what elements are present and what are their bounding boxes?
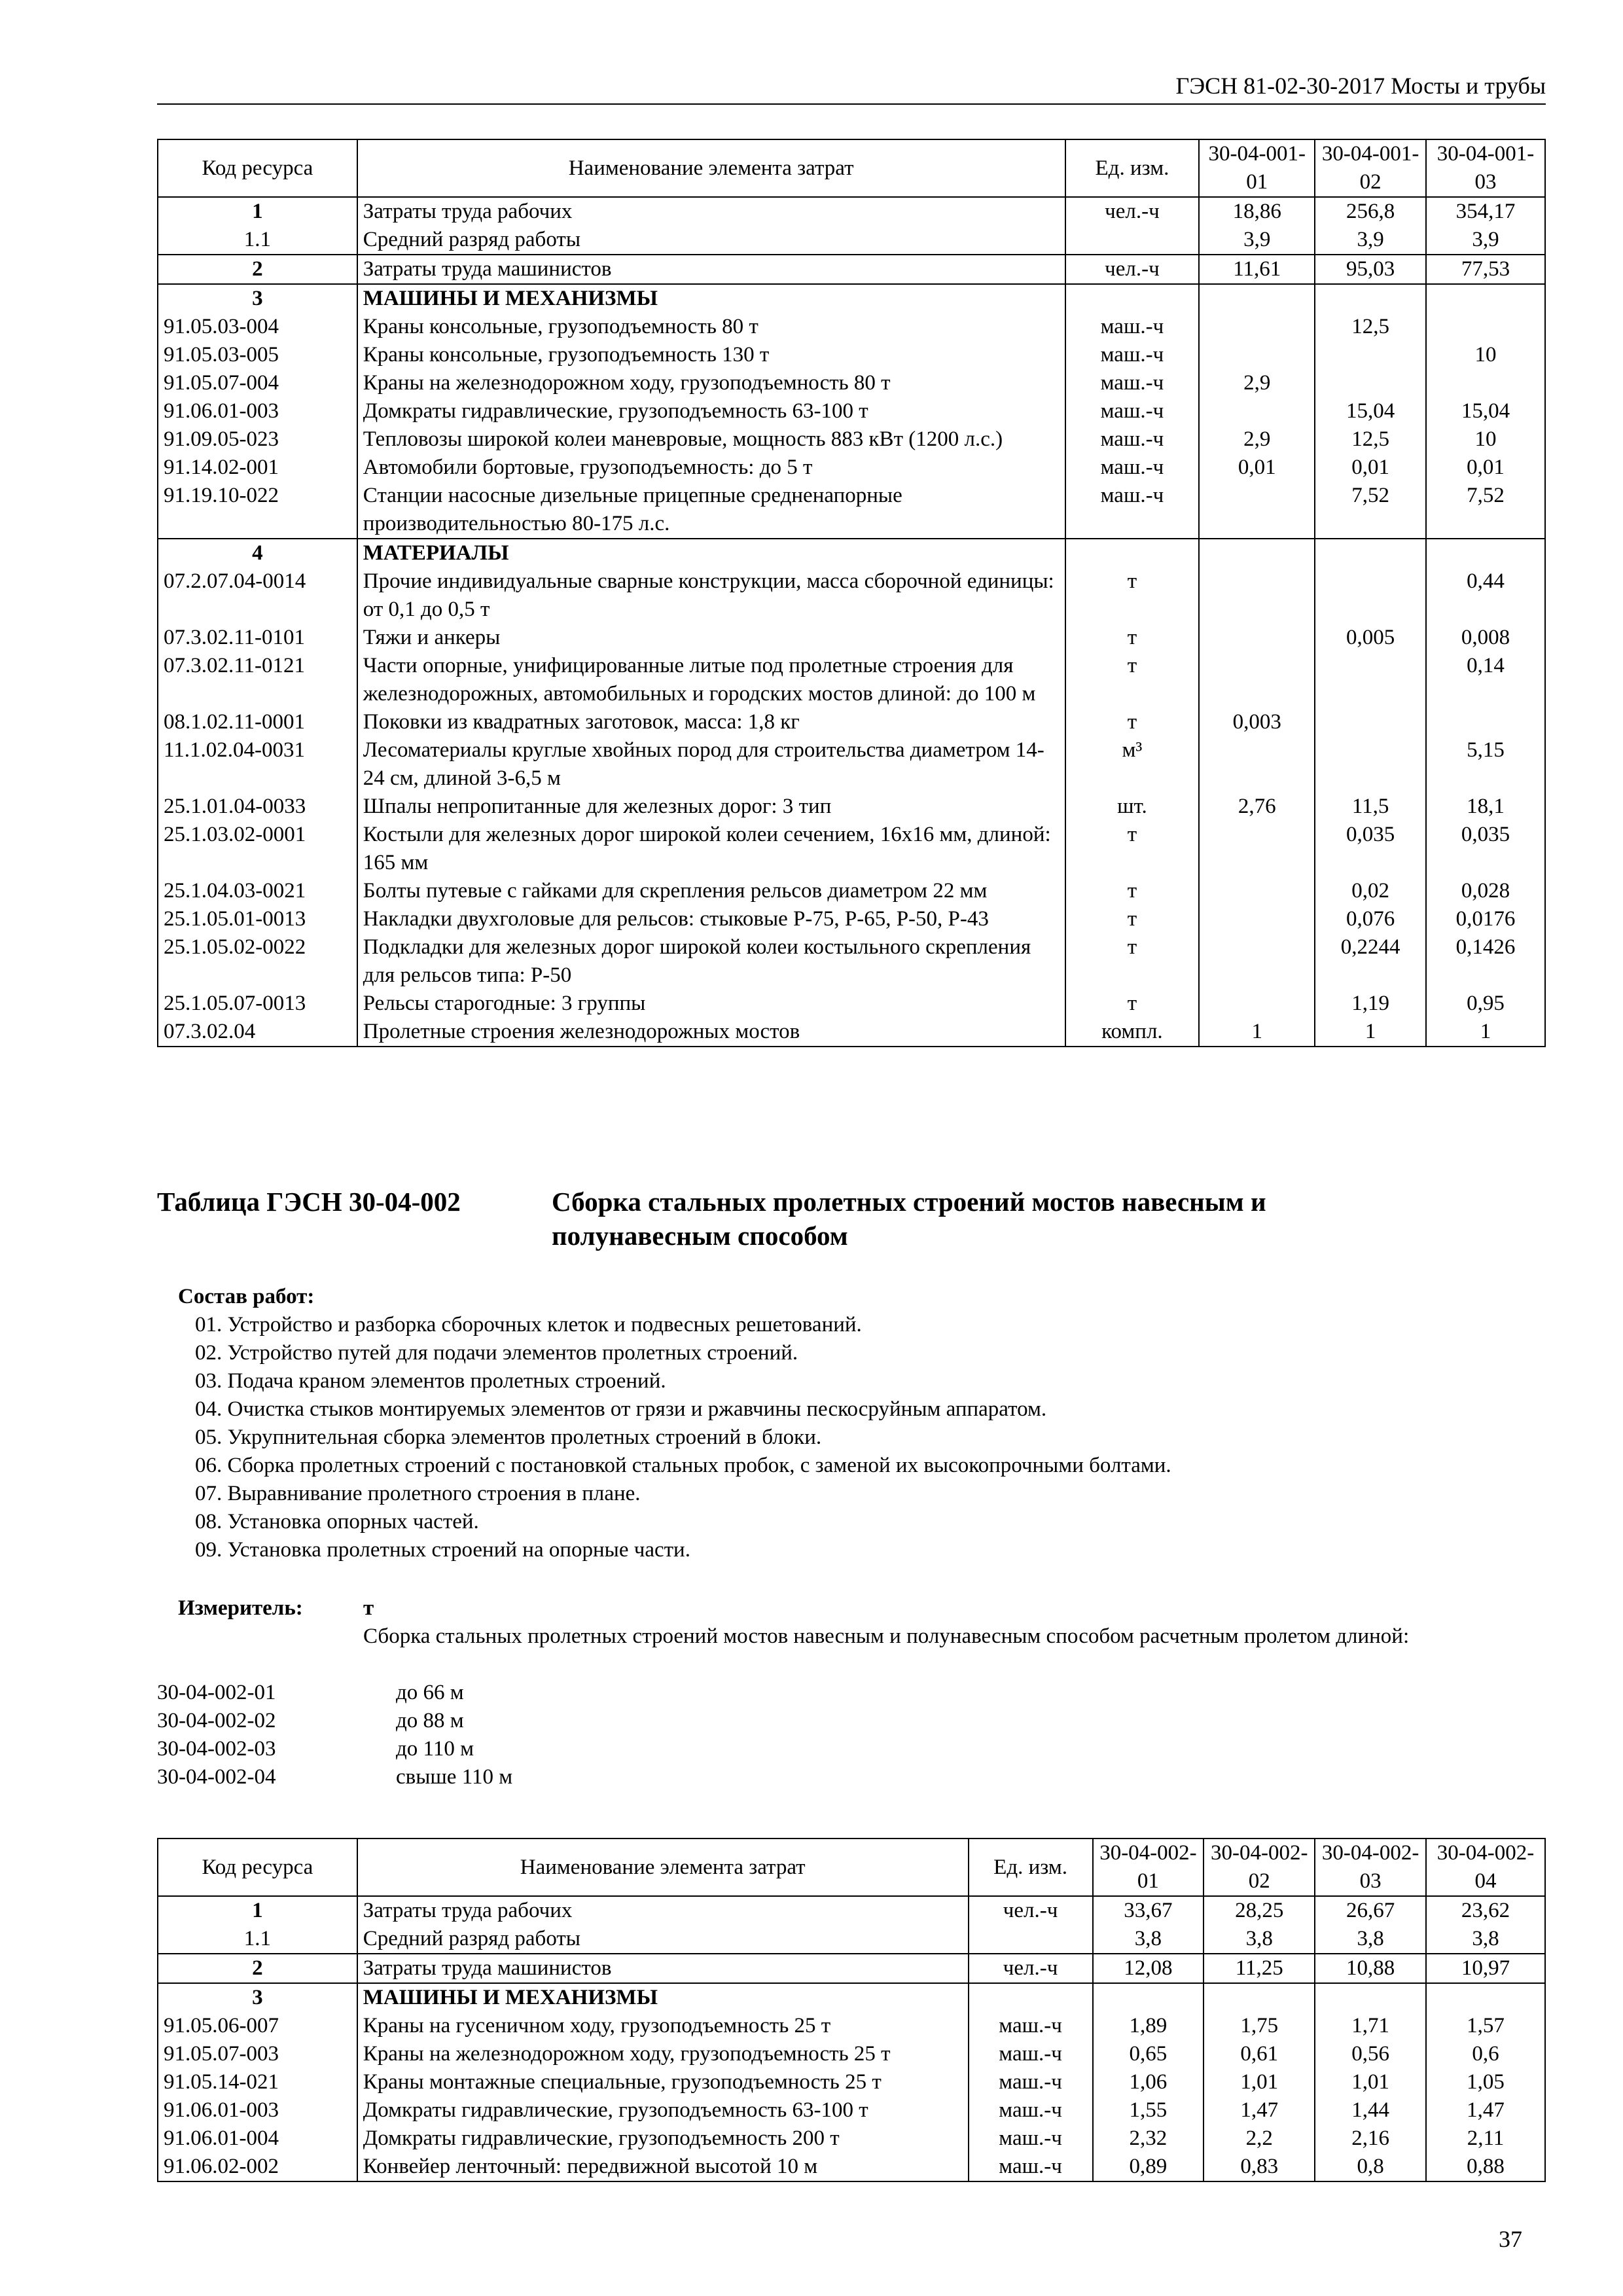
table-cell: Прочие индивидуальные сварные конструкции, масса сборочной единицы: от 0,1 до 0,5 т [357, 567, 1065, 624]
table-row [158, 708, 1545, 736]
table-cell: 2,9 [1199, 425, 1315, 454]
table-row [158, 1018, 1545, 1047]
table-cell: 2 [158, 255, 357, 284]
table-cell: 5,15 [1426, 736, 1545, 793]
table-row [158, 1983, 1545, 2012]
table-cell: 26,67 [1315, 1896, 1426, 1925]
column-header: 30-04-001-03 [1426, 139, 1545, 197]
table-cell [1315, 652, 1426, 708]
table-cell: 91.05.06-007 [158, 2012, 357, 2040]
table-cell: Домкраты гидравлические, грузоподъемность 63-100 т [357, 2096, 969, 2125]
table-cell: 3,8 [1315, 1925, 1426, 1954]
table-cell: Краны на гусеничном ходу, грузоподъемность 25 т [357, 2012, 969, 2040]
table-cell [1426, 313, 1545, 341]
table-cell: 91.09.05-023 [158, 425, 357, 454]
table-cell: Краны консольные, грузоподъемность 80 т [357, 313, 1065, 341]
column-header: 30-04-002-02 [1204, 1839, 1315, 1896]
table-row [158, 652, 1545, 708]
table-cell [1199, 539, 1315, 567]
column-header: Код ресурса [158, 139, 357, 197]
work-item: 08. Установка опорных частей. [195, 1510, 479, 1534]
table-cell: 25.1.05.02-0022 [158, 933, 357, 990]
table-cell: 23,62 [1426, 1896, 1545, 1925]
table-cell: 18,1 [1426, 793, 1545, 821]
table-cell: Тяжи и анкеры [357, 624, 1065, 652]
table-cell: 15,04 [1426, 397, 1545, 425]
table-cell [1199, 341, 1315, 369]
table-row [158, 284, 1545, 313]
table-cell [1199, 821, 1315, 877]
table-cell [1199, 482, 1315, 539]
table-cell: 7,52 [1315, 482, 1426, 539]
table-cell: 15,04 [1315, 397, 1426, 425]
table-cell: Затраты труда рабочих [357, 197, 1065, 226]
table-cell: т [1065, 708, 1200, 736]
table-cell: маш.-ч [969, 2068, 1093, 2096]
norm-code-description: до 110 м [396, 1737, 474, 1761]
table-cell: 3,8 [1204, 1925, 1315, 1954]
table-cell: 1,71 [1315, 2012, 1426, 2040]
table-cell: маш.-ч [1065, 454, 1200, 482]
table-cell: 11,25 [1204, 1954, 1315, 1983]
table-cell [1199, 905, 1315, 933]
table-cell: 12,5 [1315, 313, 1426, 341]
table-cell [1199, 877, 1315, 905]
table-row [158, 624, 1545, 652]
work-item: 02. Устройство путей для подачи элементов пролетных строений. [195, 1341, 798, 1365]
table-cell: Затраты труда машинистов [357, 255, 1065, 284]
table-cell: 0,0176 [1426, 905, 1545, 933]
table-cell: маш.-ч [1065, 397, 1200, 425]
norm-code-description: до 66 м [396, 1681, 464, 1704]
table-cell: 0,028 [1426, 877, 1545, 905]
measure-label: Измеритель: [178, 1596, 303, 1620]
table-cell: 1,57 [1426, 2012, 1545, 2040]
table-cell: 256,8 [1315, 197, 1426, 226]
table-cell: Лесоматериалы круглые хвойных пород для строительства диаметром 14-24 см, длиной 3-6,5 м [357, 736, 1065, 793]
table-row [158, 2012, 1545, 2040]
table-cell: 1 [158, 1896, 357, 1925]
work-composition [178, 1283, 1171, 1564]
table-cell: 0,01 [1426, 454, 1545, 482]
norm-code-description: свыше 110 м [396, 1765, 513, 1789]
table-row [158, 539, 1545, 567]
table-cell: т [1065, 567, 1200, 624]
table-label: Таблица ГЭСН 30-04-002 [157, 1187, 461, 1217]
work-item: 01. Устройство и разборка сборочных клеток и подвесных решетований. [195, 1313, 862, 1336]
table-cell: 12,08 [1093, 1954, 1204, 1983]
table-cell [1199, 652, 1315, 708]
table-cell: 0,65 [1093, 2040, 1204, 2068]
table-cell: 25.1.01.04-0033 [158, 793, 357, 821]
measure-description: Сборка стальных пролетных строений мостов навесным и полунавесным способом расчетным пролетом длиной: [363, 1624, 1410, 1648]
table-row [158, 1925, 1545, 1954]
column-header: 30-04-001-01 [1199, 139, 1315, 197]
table-cell: 0,01 [1315, 454, 1426, 482]
table-cell: т [1065, 990, 1200, 1018]
table-cell: Затраты труда рабочих [357, 1896, 969, 1925]
resource-table-30-04-002 [157, 1838, 1546, 2182]
table-cell: 10,88 [1315, 1954, 1426, 1983]
table-cell: 4 [158, 539, 357, 567]
table-cell: маш.-ч [1065, 425, 1200, 454]
table-cell: 0,076 [1315, 905, 1426, 933]
table-row [158, 2068, 1545, 2096]
table-row [158, 1896, 1545, 1925]
table-cell: Домкраты гидравлические, грузоподъемность 200 т [357, 2125, 969, 2153]
table-cell: 1,55 [1093, 2096, 1204, 2125]
table-cell [1315, 539, 1426, 567]
table-cell [1093, 1983, 1204, 2012]
table-cell: чел.-ч [969, 1896, 1093, 1925]
table-row [158, 425, 1545, 454]
table-cell [1426, 369, 1545, 397]
table-cell: т [1065, 877, 1200, 905]
table-row [158, 255, 1545, 284]
table-cell [1426, 708, 1545, 736]
work-item: 03. Подача краном элементов пролетных строений. [195, 1369, 666, 1393]
running-header: ГЭСН 81-02-30-2017 Мосты и трубы [157, 72, 1546, 105]
table-row [158, 341, 1545, 369]
norm-code: 30-04-002-03 [157, 1737, 276, 1761]
table-cell: Средний разряд работы [357, 1925, 969, 1954]
column-header: Наименование элемента затрат [357, 139, 1065, 197]
table-row [158, 933, 1545, 990]
table-cell [1199, 990, 1315, 1018]
table-cell: 0,005 [1315, 624, 1426, 652]
table-cell: 28,25 [1204, 1896, 1315, 1925]
table-cell [1315, 708, 1426, 736]
table-cell: 1,19 [1315, 990, 1426, 1018]
table-row [158, 2125, 1545, 2153]
norm-code: 30-04-002-01 [157, 1681, 276, 1704]
column-header: 30-04-001-02 [1315, 139, 1426, 197]
table-cell: маш.-ч [969, 2125, 1093, 2153]
table-cell: маш.-ч [1065, 482, 1200, 539]
table-row [158, 397, 1545, 425]
table-cell: 77,53 [1426, 255, 1545, 284]
table-cell: Средний разряд работы [357, 226, 1065, 255]
table-cell: 1,01 [1204, 2068, 1315, 2096]
table-cell: 10,97 [1426, 1954, 1545, 1983]
table-row [158, 197, 1545, 226]
table-cell [1199, 736, 1315, 793]
table-row [158, 454, 1545, 482]
table-cell [1199, 567, 1315, 624]
table-cell: маш.-ч [969, 2153, 1093, 2181]
work-item: 06. Сборка пролетных строений с постановкой стальных пробок, с заменой их высокопрочными болтами. [195, 1454, 1171, 1477]
table-cell [1199, 397, 1315, 425]
page-number: 37 [1499, 2226, 1522, 2252]
table-row [158, 877, 1545, 905]
table-cell: 33,67 [1093, 1896, 1204, 1925]
table-row [158, 567, 1545, 624]
table-row [158, 369, 1545, 397]
table-cell: 3,8 [1093, 1925, 1204, 1954]
table-cell: 08.1.02.11-0001 [158, 708, 357, 736]
table-cell: МАТЕРИАЛЫ [357, 539, 1065, 567]
table-cell: 25.1.04.03-0021 [158, 877, 357, 905]
column-header: 30-04-002-04 [1426, 1839, 1545, 1896]
table-cell: 91.14.02-001 [158, 454, 357, 482]
table-cell: 1,47 [1426, 2096, 1545, 2125]
table-cell: 07.3.02.11-0121 [158, 652, 357, 708]
table-cell [1315, 369, 1426, 397]
table-row [158, 482, 1545, 539]
table-cell: 91.06.01-003 [158, 2096, 357, 2125]
table-row [158, 226, 1545, 255]
table-cell: 07.2.07.04-0014 [158, 567, 357, 624]
table-cell: 1,01 [1315, 2068, 1426, 2096]
table-cell: 11,5 [1315, 793, 1426, 821]
table-cell: 91.05.07-004 [158, 369, 357, 397]
table-cell: 95,03 [1315, 255, 1426, 284]
table-cell: 0,035 [1315, 821, 1426, 877]
table-cell: 0,008 [1426, 624, 1545, 652]
table-cell [1065, 284, 1200, 313]
table-cell: 3 [158, 284, 357, 313]
table-cell: Части опорные, унифицированные литые под пролетные строения для железнодорожных, автомобильных и городских мостов длиной: до 100 м [357, 652, 1065, 708]
table-cell: 2,2 [1204, 2125, 1315, 2153]
table-cell: Болты путевые с гайками для скрепления рельсов диаметром 22 мм [357, 877, 1065, 905]
table-cell [1204, 1983, 1315, 2012]
column-header: Код ресурса [158, 1839, 357, 1896]
table-cell: 3,9 [1315, 226, 1426, 255]
column-header: Ед. изм. [1065, 139, 1200, 197]
table-cell [1426, 1983, 1545, 2012]
table-cell: компл. [1065, 1018, 1200, 1047]
table-cell: Краны на железнодорожном ходу, грузоподъемность 80 т [357, 369, 1065, 397]
table-cell: Шпалы непропитанные для железных дорог: 3 тип [357, 793, 1065, 821]
table-cell: Краны монтажные специальные, грузоподъемность 25 т [357, 2068, 969, 2096]
table-cell: чел.-ч [969, 1954, 1093, 1983]
table-cell [1065, 226, 1200, 255]
table-cell [1315, 1983, 1426, 2012]
norm-code: 30-04-002-04 [157, 1765, 276, 1789]
table-cell [969, 1925, 1093, 1954]
table-cell: 0,035 [1426, 821, 1545, 877]
table-cell: 2,32 [1093, 2125, 1204, 2153]
table-cell: 10 [1426, 341, 1545, 369]
table-cell: маш.-ч [1065, 369, 1200, 397]
table-name: Сборка стальных пролетных строений мостов навесным и полунавесным способом [552, 1187, 1266, 1251]
table-cell [1426, 539, 1545, 567]
table-cell: 91.06.01-004 [158, 2125, 357, 2153]
table-cell: т [1065, 652, 1200, 708]
table-cell: 91.06.01-003 [158, 397, 357, 425]
table-cell: Затраты труда машинистов [357, 1954, 969, 1983]
column-header: Наименование элемента затрат [357, 1839, 969, 1896]
resource-table-30-04-001 [157, 139, 1546, 1047]
table-row [158, 2040, 1545, 2068]
table-cell: 2,16 [1315, 2125, 1426, 2153]
table-row [158, 736, 1545, 793]
table-cell: 07.3.02.04 [158, 1018, 357, 1047]
table-cell [969, 1983, 1093, 2012]
table-cell [1315, 284, 1426, 313]
norm-code-description: до 88 м [396, 1709, 464, 1732]
table-cell: маш.-ч [1065, 313, 1200, 341]
table-cell: шт. [1065, 793, 1200, 821]
table-cell [1199, 284, 1315, 313]
table-cell: Станции насосные дизельные прицепные средненапорные производительностью 80-175 л.с. [357, 482, 1065, 539]
table-row [158, 313, 1545, 341]
table-row [158, 1954, 1545, 1983]
table-cell: 7,52 [1426, 482, 1545, 539]
table-cell: маш.-ч [969, 2012, 1093, 2040]
table-cell: Конвейер ленточный: передвижной высотой 10 м [357, 2153, 969, 2181]
table-cell: м³ [1065, 736, 1200, 793]
table-cell: Тепловозы широкой колеи маневровые, мощность 883 кВт (1200 л.с.) [357, 425, 1065, 454]
table-cell: 0,003 [1199, 708, 1315, 736]
table-cell: 0,2244 [1315, 933, 1426, 990]
table-cell: Накладки двухголовые для рельсов: стыковые Р-75, Р-65, Р-50, Р-43 [357, 905, 1065, 933]
table-cell: МАШИНЫ И МЕХАНИЗМЫ [357, 284, 1065, 313]
work-heading: Состав работ: [178, 1285, 315, 1308]
table-cell: 2 [158, 1954, 357, 1983]
table-cell: 1,47 [1204, 2096, 1315, 2125]
table-cell [1315, 341, 1426, 369]
table-cell: 1 [1315, 1018, 1426, 1047]
table-cell: 3,9 [1426, 226, 1545, 255]
table-cell: 0,01 [1199, 454, 1315, 482]
table-cell: Поковки из квадратных заготовок, масса: 1,8 кг [357, 708, 1065, 736]
table-cell [1315, 736, 1426, 793]
table-cell: 11,61 [1199, 255, 1315, 284]
table-cell: 2,9 [1199, 369, 1315, 397]
table-cell: Костыли для железных дорог широкой колеи сечением, 16х16 мм, длиной: 165 мм [357, 821, 1065, 877]
table-cell: 0,02 [1315, 877, 1426, 905]
table-cell: 0,61 [1204, 2040, 1315, 2068]
table-cell: маш.-ч [969, 2040, 1093, 2068]
table-cell: 2,76 [1199, 793, 1315, 821]
table-cell: 0,1426 [1426, 933, 1545, 990]
table-cell: 91.05.14-021 [158, 2068, 357, 2096]
table-cell: 0,8 [1315, 2153, 1426, 2181]
table-cell: т [1065, 905, 1200, 933]
table-row [158, 821, 1545, 877]
table-cell [1315, 567, 1426, 624]
table-cell: 07.3.02.11-0101 [158, 624, 357, 652]
table-cell: 3,8 [1426, 1925, 1545, 1954]
table-cell: 3 [158, 1983, 357, 2012]
table-cell: маш.-ч [1065, 341, 1200, 369]
table-cell: 12,5 [1315, 425, 1426, 454]
table-row [158, 793, 1545, 821]
measure-unit: т [363, 1596, 374, 1620]
column-header: Ед. изм. [969, 1839, 1093, 1896]
table-cell: 0,95 [1426, 990, 1545, 1018]
table-cell [1199, 624, 1315, 652]
table-row [158, 2153, 1545, 2181]
table-cell: 1 [158, 197, 357, 226]
table-cell: Краны на железнодорожном ходу, грузоподъемность 25 т [357, 2040, 969, 2068]
table-cell: 1,75 [1204, 2012, 1315, 2040]
table-cell: чел.-ч [1065, 255, 1200, 284]
table-cell: 0,88 [1426, 2153, 1545, 2181]
table-cell: 0,44 [1426, 567, 1545, 624]
table-cell [1426, 284, 1545, 313]
table-cell [1199, 933, 1315, 990]
table-cell: т [1065, 933, 1200, 990]
work-item: 05. Укрупнительная сборка элементов пролетных строений в блоки. [195, 1426, 822, 1449]
table-cell: 1.1 [158, 1925, 357, 1954]
table-cell: 1 [1426, 1018, 1545, 1047]
table-cell: 10 [1426, 425, 1545, 454]
table-cell: 91.05.03-005 [158, 341, 357, 369]
column-header: 30-04-002-01 [1093, 1839, 1204, 1896]
table-cell: Краны консольные, грузоподъемность 130 т [357, 341, 1065, 369]
table-cell: 1 [1199, 1018, 1315, 1047]
table-cell: 354,17 [1426, 197, 1545, 226]
table-cell: Домкраты гидравлические, грузоподъемность 63-100 т [357, 397, 1065, 425]
work-item: 04. Очистка стыков монтируемых элементов от грязи и ржавчины пескосруйным аппаратом. [195, 1397, 1047, 1421]
table-cell: 2,11 [1426, 2125, 1545, 2153]
table-cell: Подкладки для железных дорог широкой колеи костыльного скрепления для рельсов типа: Р-50 [357, 933, 1065, 990]
table-cell [1065, 539, 1200, 567]
table-cell: 91.05.07-003 [158, 2040, 357, 2068]
work-item: 09. Установка пролетных строений на опорные части. [195, 1538, 690, 1562]
table-cell: 91.06.02-002 [158, 2153, 357, 2181]
column-header: 30-04-002-03 [1315, 1839, 1426, 1896]
norm-code: 30-04-002-02 [157, 1709, 276, 1732]
table-cell: Автомобили бортовые, грузоподъемность: до 5 т [357, 454, 1065, 482]
table-cell: МАШИНЫ И МЕХАНИЗМЫ [357, 1983, 969, 2012]
table-cell: 1.1 [158, 226, 357, 255]
table-cell: 1,05 [1426, 2068, 1545, 2096]
table-cell: 25.1.05.01-0013 [158, 905, 357, 933]
table-cell: Рельсы старогодные: 3 группы [357, 990, 1065, 1018]
table-cell: 11.1.02.04-0031 [158, 736, 357, 793]
table-cell: 25.1.03.02-0001 [158, 821, 357, 877]
table-cell: 1,44 [1315, 2096, 1426, 2125]
table-cell: 0,56 [1315, 2040, 1426, 2068]
table-cell: 0,83 [1204, 2153, 1315, 2181]
table-cell: 25.1.05.07-0013 [158, 990, 357, 1018]
table-cell: 91.19.10-022 [158, 482, 357, 539]
table-cell: т [1065, 821, 1200, 877]
table-row [158, 905, 1545, 933]
table-cell: 91.05.03-004 [158, 313, 357, 341]
table-cell: 0,14 [1426, 652, 1545, 708]
table-cell: 18,86 [1199, 197, 1315, 226]
table-row [158, 2096, 1545, 2125]
table-cell: 1,89 [1093, 2012, 1204, 2040]
table-row [158, 990, 1545, 1018]
table-cell [1199, 313, 1315, 341]
table-cell: 1,06 [1093, 2068, 1204, 2096]
table-cell: 0,89 [1093, 2153, 1204, 2181]
table-cell: чел.-ч [1065, 197, 1200, 226]
table-cell: 3,9 [1199, 226, 1315, 255]
table-cell: т [1065, 624, 1200, 652]
work-item: 07. Выравнивание пролетного строения в плане. [195, 1482, 641, 1505]
table-cell: маш.-ч [969, 2096, 1093, 2125]
table-cell: 0,6 [1426, 2040, 1545, 2068]
table-cell: Пролетные строения железнодорожных мостов [357, 1018, 1065, 1047]
